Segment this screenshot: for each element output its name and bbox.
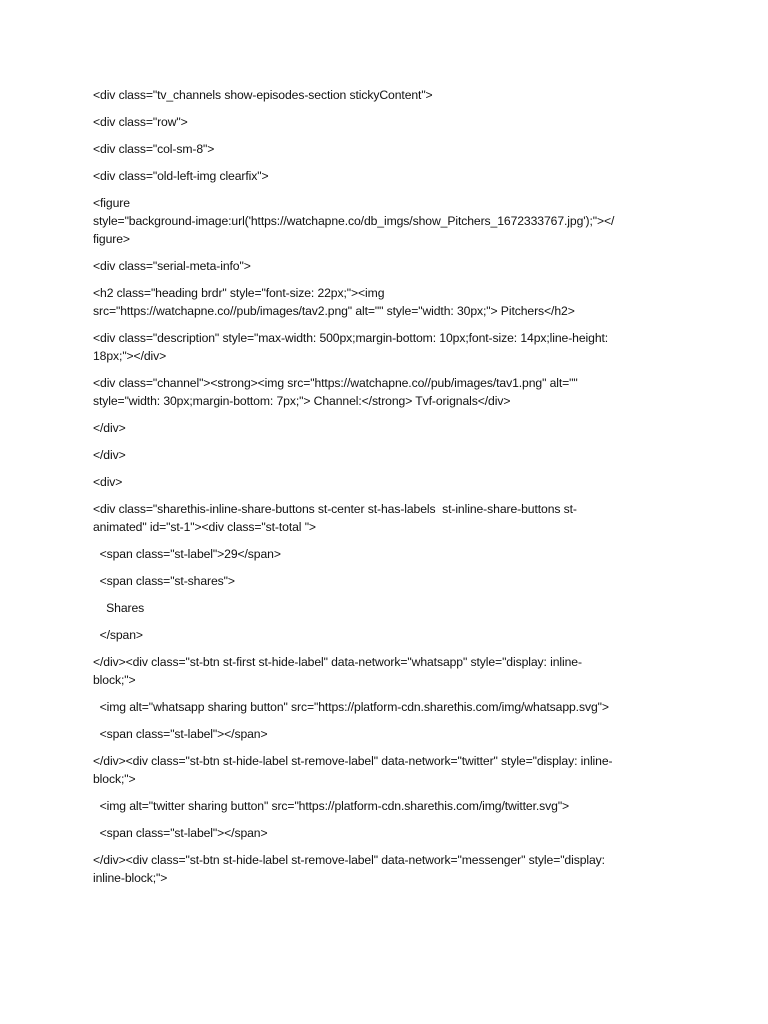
text-line: <img alt="whatsapp sharing button" src="https://platform-cdn.sharethis.com/img/whatsapp.svg"> <box>93 700 609 714</box>
text-line: </div><div class="st-btn st-hide-label st-remove-label" data-network="messenger" style="display: inline-block;"> <box>93 853 605 885</box>
document-body <box>93 86 683 896</box>
text-line: <div> <box>93 475 123 489</box>
text-line: </span> <box>93 628 143 642</box>
text-line: </div> <box>93 448 126 462</box>
text-line: <div class="old-left-img clearfix"> <box>93 169 269 183</box>
text-line: <div class="col-sm-8"> <box>93 142 215 156</box>
text-line: <div class="channel"><strong><img src="https://watchapne.co//pub/images/tav1.png" alt="" style="width: 30px;margin-bottom: 7px;"> Channel:</strong> Tvf-orignals</div> <box>93 376 578 408</box>
text-line: <div class="description" style="max-width: 500px;margin-bottom: 10px;font-size: 14px;line-height: 18px;"></div> <box>93 331 609 363</box>
text-line: <span class="st-label">29</span> <box>93 547 281 561</box>
text-line: <span class="st-shares"> <box>93 574 235 588</box>
text-line: </div><div class="st-btn st-first st-hide-label" data-network="whatsapp" style="display: inline- block;"> <box>93 655 582 687</box>
text-line: <div class="tv_channels show-episodes-section stickyContent"> <box>93 88 433 102</box>
text-line: <img alt="twitter sharing button" src="https://platform-cdn.sharethis.com/img/twitter.svg"> <box>93 799 570 813</box>
text-line: <h2 class="heading brdr" style="font-size: 22px;"><img src="https://watchapne.co//pub/images/tav2.png" alt="" style="width: 30px;"> Pitchers</h2> <box>93 286 575 318</box>
text-line: <div class="sharethis-inline-share-buttons st-center st-has-labels st-inline-share-buttons st- animated" id="st-1"><div class="st-total "> <box>93 502 577 534</box>
text-line: <div class="row"> <box>93 115 188 129</box>
text-line: <span class="st-label"></span> <box>93 826 268 840</box>
text-line: </div> <box>93 421 126 435</box>
text-line: <span class="st-label"></span> <box>93 727 268 741</box>
text-line: <figure style="background-image:url('https://watchapne.co/db_imgs/show_Pitchers_1672333767.jpg');"></ figure> <box>93 196 615 246</box>
text-line: <div class="serial-meta-info"> <box>93 259 251 273</box>
text-line: </div><div class="st-btn st-hide-label st-remove-label" data-network="twitter" style="display: inline- block;"> <box>93 754 613 786</box>
text-line: Shares <box>93 601 145 615</box>
